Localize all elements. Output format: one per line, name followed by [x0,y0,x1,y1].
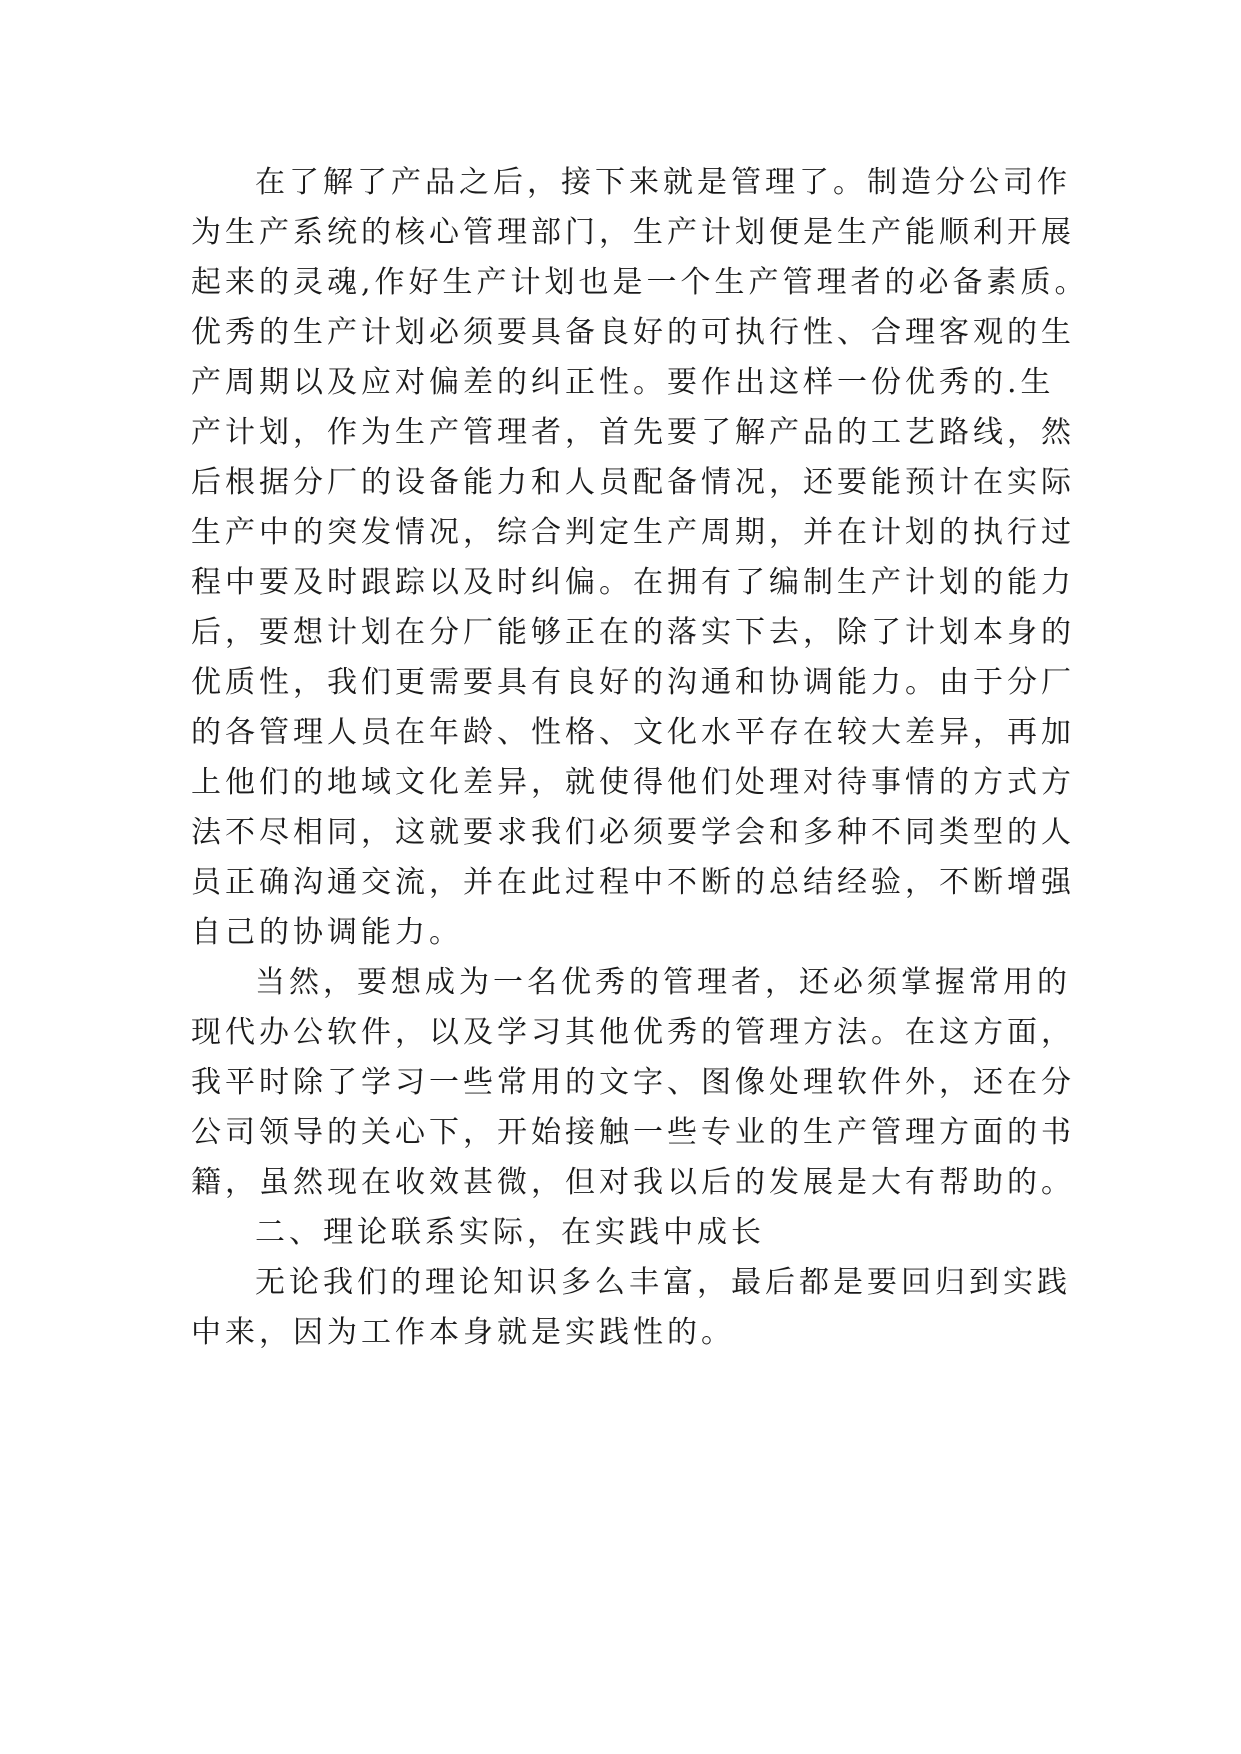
text-line: 程中要及时跟踪以及时纠偏。在拥有了编制生产计划的能力 [191,565,1075,600]
text-line: 现代办公软件，以及学习其他优秀的管理方法。在这方面， [191,1015,1075,1050]
text-line: 的各管理人员在年龄、性格、文化水平存在较大差异，再加 [191,715,1075,750]
text-line: 优秀的生产计划必须要具备良好的可执行性、合理客观的生 [191,315,1075,350]
text-line: 无论我们的理论知识多么丰富，最后都是要回归到实践 [255,1265,1071,1300]
document-body [191,158,1091,1358]
text-line: 为生产系统的核心管理部门，生产计划便是生产能顺利开展 [191,215,1075,250]
text-line: 公司领导的关心下，开始接触一些专业的生产管理方面的书 [191,1115,1075,1150]
text-line: 起来的灵魂,作好生产计划也是一个生产管理者的必备素质。 [191,265,1089,300]
text-line: 自己的协调能力。 [191,915,463,950]
text-line: 产计划，作为生产管理者，首先要了解产品的工艺路线，然 [191,415,1075,450]
paragraph-management [191,158,1091,958]
text-line: 中来，因为工作本身就是实践性的。 [191,1315,735,1350]
text-line: 产周期以及应对偏差的纠正性。要作出这样一份优秀的.生 [191,365,1055,400]
paragraph-practice [191,1258,1091,1358]
text-line: 后，要想计划在分厂能够正在的落实下去，除了计划本身的 [191,615,1075,650]
section-heading [191,1208,1091,1258]
paragraph-office-software [191,958,1091,1208]
text-line: 上他们的地域文化差异，就使得他们处理对待事情的方式方 [191,765,1075,800]
text-line: 当然，要想成为一名优秀的管理者，还必须掌握常用的 [255,965,1071,1000]
text-line: 在了解了产品之后，接下来就是管理了。制造分公司作 [255,165,1071,200]
text-line: 籍，虽然现在收效甚微，但对我以后的发展是大有帮助的。 [191,1165,1075,1200]
text-line: 员正确沟通交流，并在此过程中不断的总结经验，不断增强 [191,865,1075,900]
section-heading-text: 二、理论联系实际，在实践中成长 [255,1215,765,1250]
text-line: 生产中的突发情况，综合判定生产周期，并在计划的执行过 [191,515,1075,550]
text-line: 我平时除了学习一些常用的文字、图像处理软件外，还在分 [191,1065,1075,1100]
text-line: 后根据分厂的设备能力和人员配备情况，还要能预计在实际 [191,465,1075,500]
text-line: 法不尽相同，这就要求我们必须要学会和多种不同类型的人 [191,815,1075,850]
text-line: 优质性，我们更需要具有良好的沟通和协调能力。由于分厂 [191,665,1075,700]
